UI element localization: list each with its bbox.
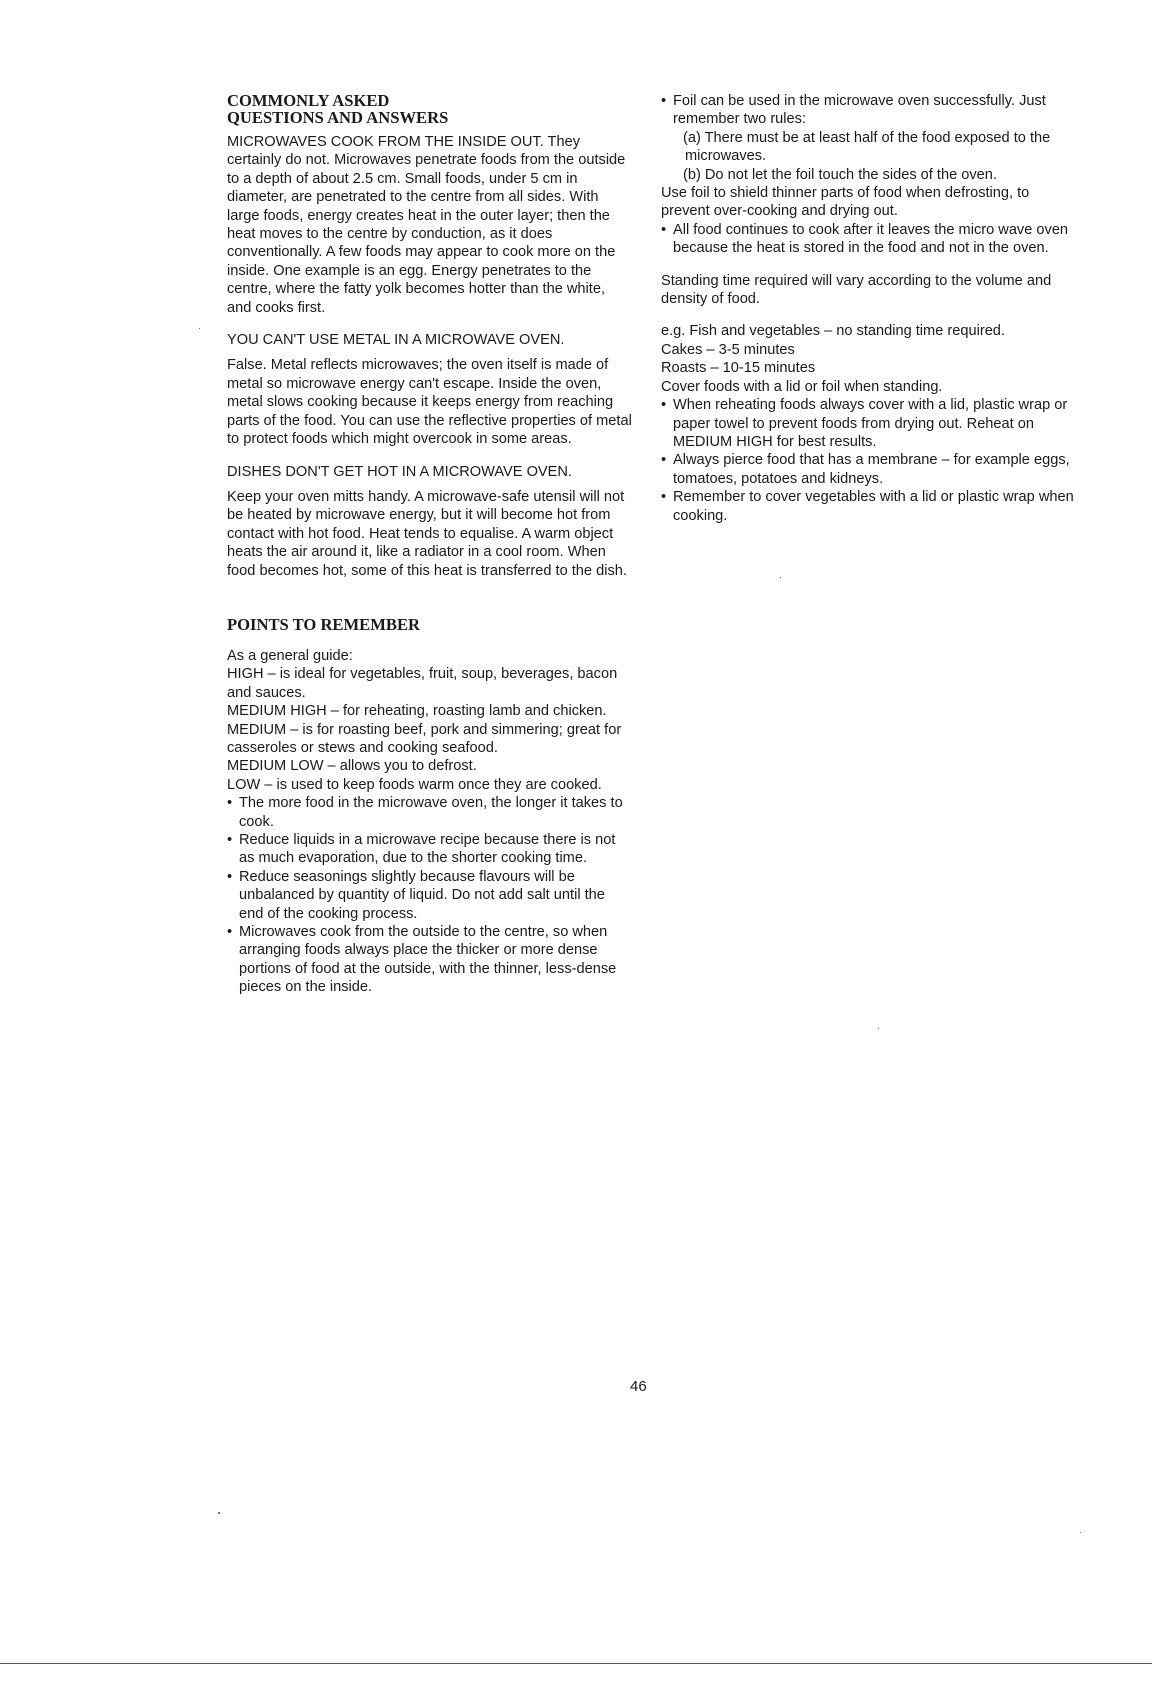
points-heading: POINTS TO REMEMBER	[227, 614, 421, 634]
continues-cooking-bullet: • All food continues to cook after it leaves the micro wave oven because the heat is stored in the food and not in the oven.	[661, 221, 1081, 258]
points-bullet: • Microwaves cook from the outside to the centre, so when arranging foods always place the thicker or more dense portions of food at the outside, with the thinner, less-dense pieces on the inside.	[227, 923, 632, 997]
bottom-rule	[0, 1663, 1152, 1664]
page-number: 46	[630, 1378, 647, 1395]
faq-q1-paragraph: MICROWAVES COOK FROM THE INSIDE OUT. They certainly do not. Microwaves penetrate foods from the outside to a depth of about 2.5 cm. Small foods, under 5 cm in diameter, are penetrated to the centre from all sides. With large foods, energy creates heat in the outer layer; then the heat moves to the centre by conduction, as it does conventionally. A few foods may appear to cook more on the inside. One example is an egg. Energy penetrates to the centre, where the fatty yolk becomes hotter than the white, and cooks first.	[227, 134, 626, 316]
faq-heading-line2: QUESTIONS AND ANSWERS	[227, 108, 449, 127]
scan-speck	[878, 1028, 879, 1029]
scan-speck	[1080, 1532, 1081, 1533]
points-level-low: LOW – is used to keep foods warm once they are cooked.	[227, 776, 602, 793]
foil-rule-a: (a) There must be at least half of the food exposed to the microwaves.	[683, 129, 1051, 165]
right-column	[661, 92, 1081, 525]
points-level-medium-high: MEDIUM HIGH – for reheating, roasting lamb and chicken.	[227, 703, 607, 720]
faq-q3-title: DISHES DON'T GET HOT IN A MICROWAVE OVEN.	[227, 463, 572, 480]
faq-heading	[227, 92, 632, 126]
points-bullet: • The more food in the microwave oven, the longer it takes to cook.	[227, 794, 632, 831]
faq-q3-answer: Keep your oven mitts handy. A microwave-safe utensil will not be heated by microwave energy, but it will become hot from contact with hot food. Heat tends to equalise. A warm object heats the air around it, like a radiator in a cool room. When food becomes hot, some of this heat is transferred to the dish.	[227, 488, 627, 579]
standing-time-text: Standing time required will vary according to the volume and density of food.	[661, 272, 1052, 308]
right-bullet: • Remember to cover vegetables with a lid or plastic wrap when cooking.	[661, 488, 1081, 525]
foil-shield-text: Use foil to shield thinner parts of food when defrosting, to prevent over-cooking and drying out.	[661, 185, 1030, 220]
foil-rule-b: (b) Do not let the foil touch the sides of the oven.	[683, 166, 997, 183]
scan-speck	[199, 328, 200, 329]
points-intro: As a general guide:	[227, 647, 353, 664]
right-bullet: • When reheating foods always cover with a lid, plastic wrap or paper towel to prevent foods from drying out. Reheat on MEDIUM HIGH for best results.	[661, 396, 1081, 451]
standing-roasts: Roasts – 10-15 minutes	[661, 360, 816, 377]
points-bullet: • Reduce seasonings slightly because flavours will be unbalanced by quantity of liquid. Do not add salt until the end of the cooking process.	[227, 868, 632, 923]
cover-foods-text: Cover foods with a lid or foil when standing.	[661, 378, 943, 395]
points-bullet: • Reduce liquids in a microwave recipe because there is not as much evaporation, due to the shorter cooking time.	[227, 831, 632, 868]
scan-speck	[780, 577, 781, 578]
faq-q2-answer: False. Metal reflects microwaves; the oven itself is made of metal so microwave energy can't escape. Inside the oven, metal slows cooking because it keeps energy from reaching parts of the food. You can use the reflective properties of metal to protect foods which might overcook in some areas.	[227, 357, 632, 448]
points-level-medium: MEDIUM – is for roasting beef, pork and simmering; great for casseroles or stews and cooking seafood.	[227, 721, 622, 756]
foil-bullet: • Foil can be used in the microwave oven successfully. Just remember two rules:	[661, 92, 1081, 129]
faq-q2-title: YOU CAN'T USE METAL IN A MICROWAVE OVEN.	[227, 332, 565, 349]
right-bullet: • Always pierce food that has a membrane – for example eggs, tomatoes, potatoes and kidneys.	[661, 451, 1081, 488]
points-level-high: HIGH – is ideal for vegetables, fruit, soup, beverages, bacon and sauces.	[227, 666, 618, 701]
standing-cakes: Cakes – 3-5 minutes	[661, 341, 795, 358]
faq-heading-line1: COMMONLY ASKED	[227, 91, 390, 110]
points-level-medium-low: MEDIUM LOW – allows you to defrost.	[227, 758, 477, 775]
standing-example: e.g. Fish and vegetables – no standing time required.	[661, 323, 1005, 340]
scan-speck	[218, 1512, 220, 1514]
points-body	[227, 647, 632, 997]
left-column	[227, 92, 632, 997]
